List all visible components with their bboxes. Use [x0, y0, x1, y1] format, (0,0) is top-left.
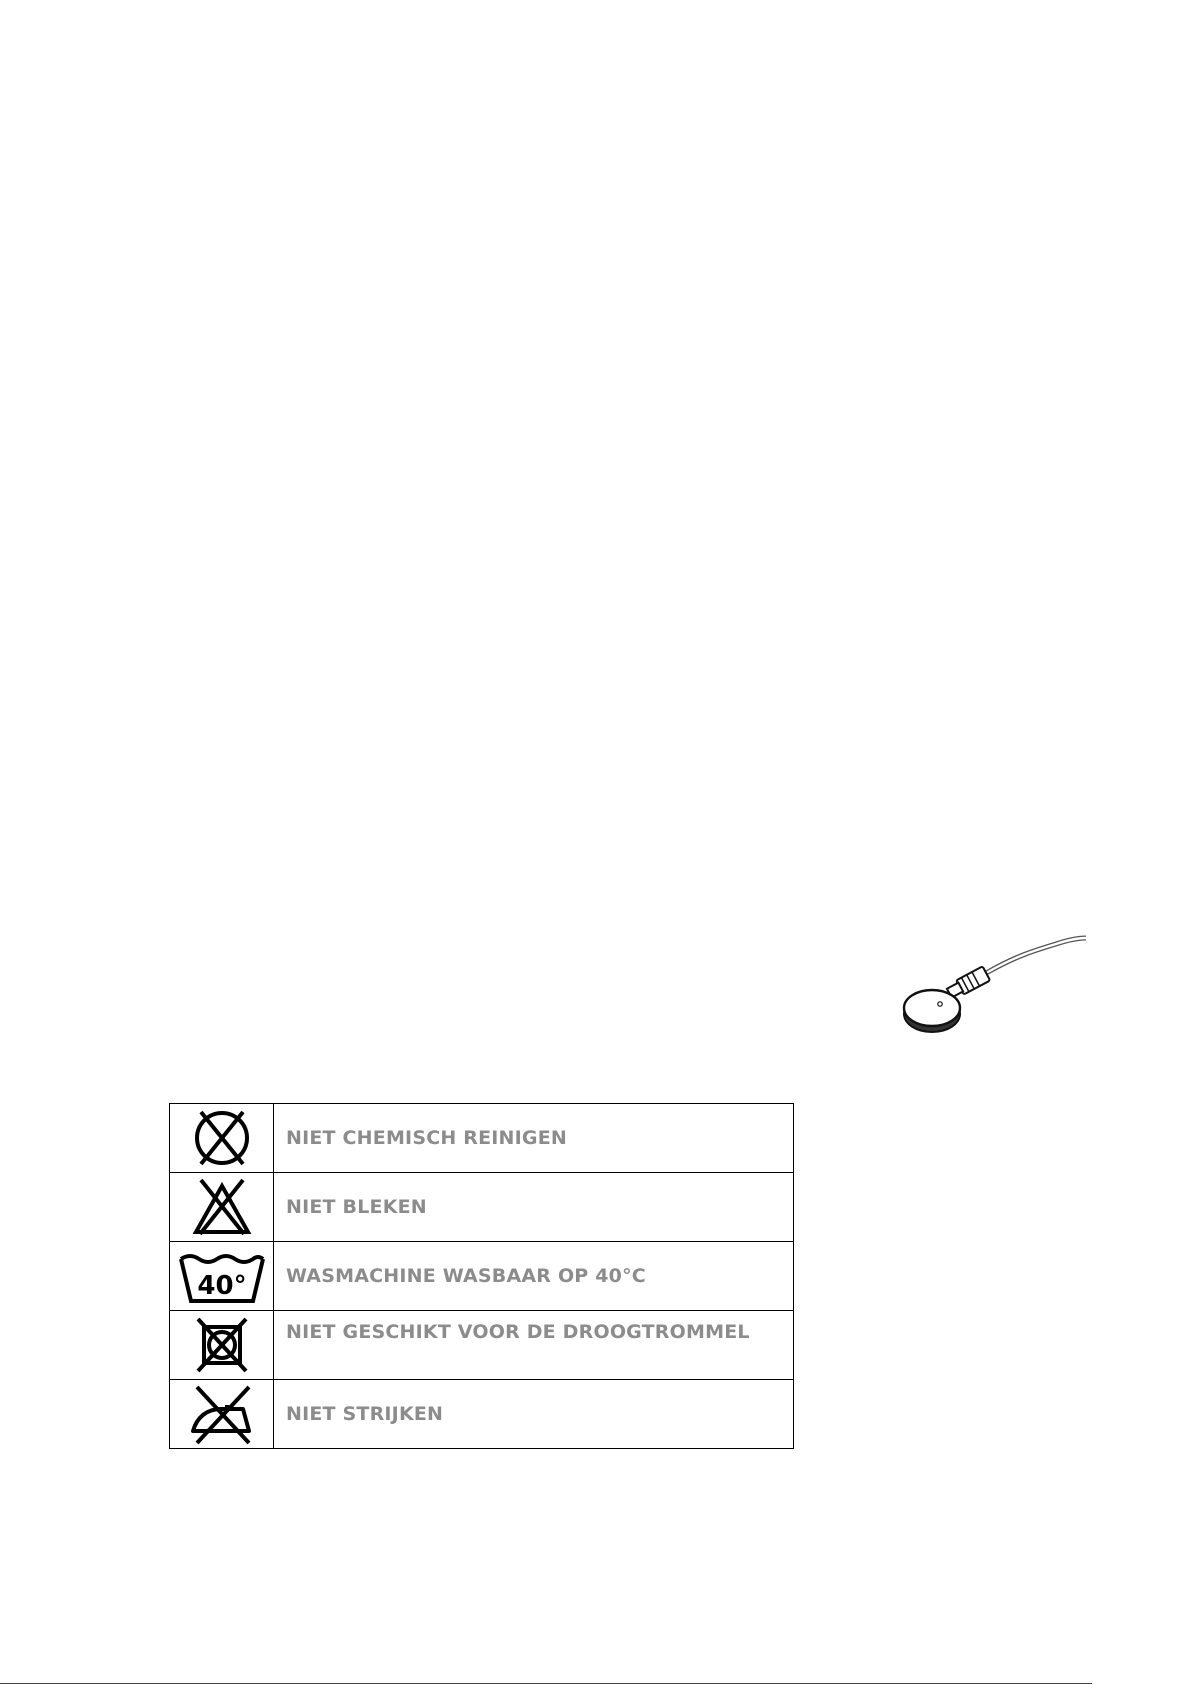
page-bottom-rule — [0, 1683, 1092, 1684]
cable — [988, 938, 1086, 972]
care-label-no-dry-clean: NIET CHEMISCH REINIGEN — [286, 1127, 567, 1149]
heat-pad — [904, 990, 960, 1032]
no-dry-clean-icon — [191, 1107, 253, 1169]
no-tumble-dry-icon — [191, 1314, 253, 1376]
no-bleach-icon — [191, 1176, 253, 1238]
care-label-machine-wash-40: WASMACHINE WASBAAR OP 40°C — [286, 1265, 646, 1287]
wash-temperature-text: 40° — [196, 1271, 247, 1301]
usb-charger-illustration — [896, 926, 1086, 1046]
care-label-no-iron: NIET STRIJKEN — [286, 1403, 444, 1425]
no-iron-icon — [187, 1383, 257, 1445]
machine-wash-40-icon — [177, 1245, 267, 1307]
care-instructions-table — [169, 1103, 794, 1449]
care-row-no-tumble-dry — [170, 1311, 794, 1380]
care-row-no-iron — [170, 1380, 794, 1449]
care-label-no-bleach: NIET BLEKEN — [286, 1196, 427, 1218]
care-row-no-bleach — [170, 1173, 794, 1242]
care-row-machine-wash-40 — [170, 1242, 794, 1311]
care-label-no-tumble-dry: NIET GESCHIKT VOOR DE DROOGTROMMEL — [286, 1321, 750, 1343]
care-row-no-dry-clean — [170, 1104, 794, 1173]
